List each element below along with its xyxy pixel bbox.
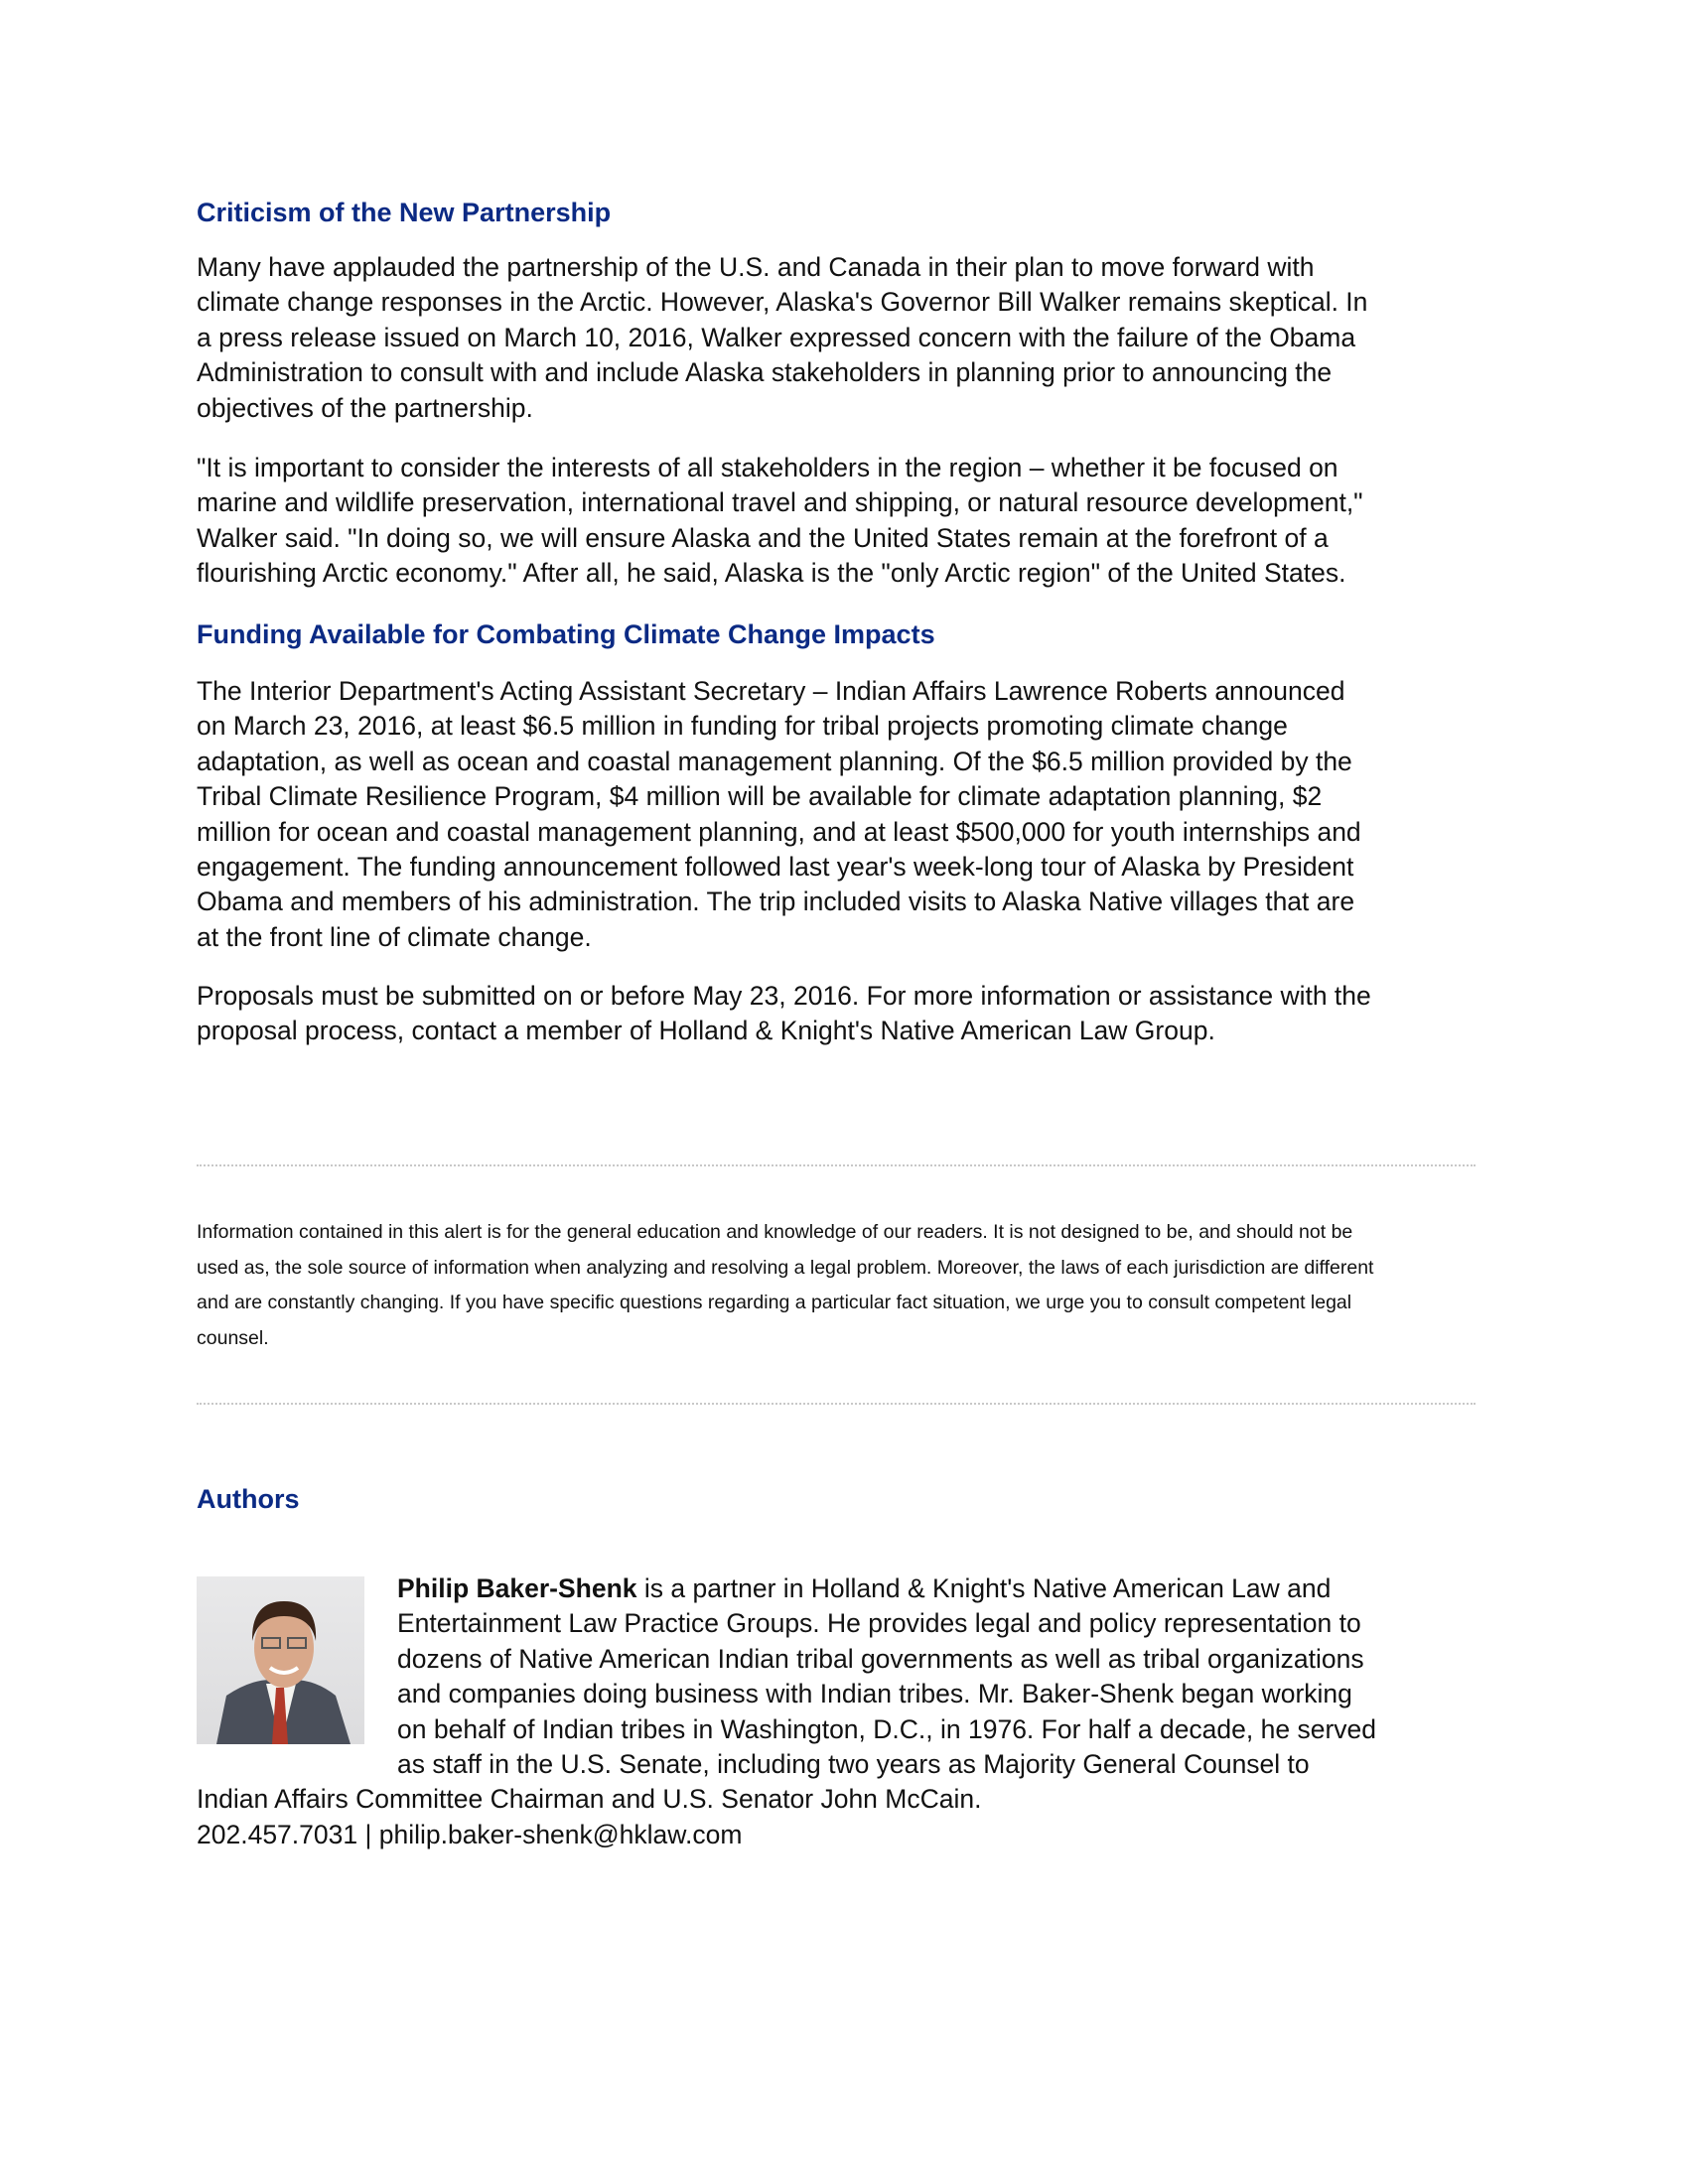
author-name: Philip Baker-Shenk (397, 1573, 637, 1603)
authors-heading: Authors (197, 1484, 300, 1514)
text-line: Entertainment Law Practice Groups. He provides legal and policy representation to (397, 1608, 1361, 1639)
bio-text: is a partner in Holland & Knight's Native American Law and (636, 1573, 1332, 1603)
section-heading-funding: Funding Available for Combating Climate Change Impacts (197, 619, 935, 649)
disclaimer (197, 1215, 1373, 1356)
text-line: Administration to consult with and include Alaska stakeholders in planning prior to announcing the (197, 357, 1333, 388)
text-line: counsel. (197, 1326, 269, 1349)
text-line: flourishing Arctic economy." After all, he said, Alaska is the "only Arctic region" of the United States. (197, 558, 1346, 589)
divider (197, 1403, 1476, 1405)
separator: | (357, 1819, 379, 1849)
text-line: marine and wildlife preservation, international travel and shipping, or natural resource development," (197, 487, 1363, 518)
text-line: climate change responses in the Arctic. However, Alaska's Governor Bill Walker remains skeptical. In (197, 287, 1368, 318)
text-line: Walker said. "In doing so, we will ensure Alaska and the United States remain at the forefront of a (197, 522, 1329, 553)
text-line: Many have applauded the partnership of the U.S. and Canada in their plan to move forward with (197, 252, 1315, 282)
text-line: on behalf of Indian tribes in Washington, D.C., in 1976. For half a decade, he served (397, 1713, 1376, 1744)
author-email-link[interactable]: philip.baker-shenk@hklaw.com (378, 1819, 743, 1849)
paragraph-funding-1 (197, 674, 1361, 955)
text-line: Tribal Climate Resilience Program, $4 million will be available for climate adaptation planning, $2 (197, 781, 1323, 812)
divider (197, 1164, 1476, 1166)
text-line: Proposals must be submitted on or before May 23, 2016. For more information or assistance with the (197, 981, 1371, 1011)
text-line: objectives of the partnership. (197, 392, 533, 423)
text-line: adaptation, as well as ocean and coastal management planning. Of the $6.5 million provided by the (197, 746, 1352, 776)
text-line: on March 23, 2016, at least $6.5 million in funding for tribal projects promoting climate change (197, 711, 1288, 742)
bio-lines (197, 1606, 1376, 1782)
author-bio (197, 1571, 1376, 1852)
text-line: engagement. The funding announcement followed last year's week-long tour of Alaska by President (197, 851, 1354, 882)
text-line: The Interior Department's Acting Assistant Secretary – Indian Affairs Lawrence Roberts announced (197, 676, 1345, 706)
text-line: at the front line of climate change. (197, 921, 592, 952)
text-line: dozens of Native American Indian tribal governments as well as tribal organizations (397, 1643, 1364, 1674)
bio-line: Indian Affairs Committee Chairman and U.S. Senator John McCain. (197, 1784, 982, 1815)
paragraph-criticism-1 (197, 250, 1367, 426)
text-line: as staff in the U.S. Senate, including two years as Majority General Counsel to (397, 1748, 1310, 1779)
paragraph-funding-2 (197, 979, 1371, 1049)
section-heading-criticism: Criticism of the New Partnership (197, 198, 612, 227)
text-line: million for ocean and coastal management planning, and at least $500,000 for youth internships and (197, 816, 1361, 847)
author-contact (197, 1818, 1376, 1852)
text-line: a press release issued on March 10, 2016, Walker expressed concern with the failure of the Obama (197, 322, 1356, 352)
text-line: proposal process, contact a member of Holland & Knight's Native American Law Group. (197, 1016, 1215, 1046)
bio-line (197, 1571, 1376, 1606)
text-line: Obama and members of his administration. The trip included visits to Alaska Native villages that are (197, 887, 1355, 917)
text-line: used as, the sole source of information when analyzing and resolving a legal problem. Moreover, the laws of each jurisdiction are different (197, 1256, 1374, 1279)
text-line: Information contained in this alert is for the general education and knowledge of our readers. It is not designed to be, and should not be (197, 1221, 1353, 1243)
text-line: and companies doing business with Indian tribes. Mr. Baker-Shenk began working (397, 1679, 1352, 1709)
author-phone[interactable]: 202.457.7031 (197, 1819, 358, 1849)
paragraph-criticism-quote (197, 451, 1363, 592)
text-line: and are constantly changing. If you have specific questions regarding a particular fact situation, we urge you to consult competent legal (197, 1292, 1352, 1314)
text-line: "It is important to consider the interests of all stakeholders in the region – whether it be focused on (197, 453, 1338, 482)
